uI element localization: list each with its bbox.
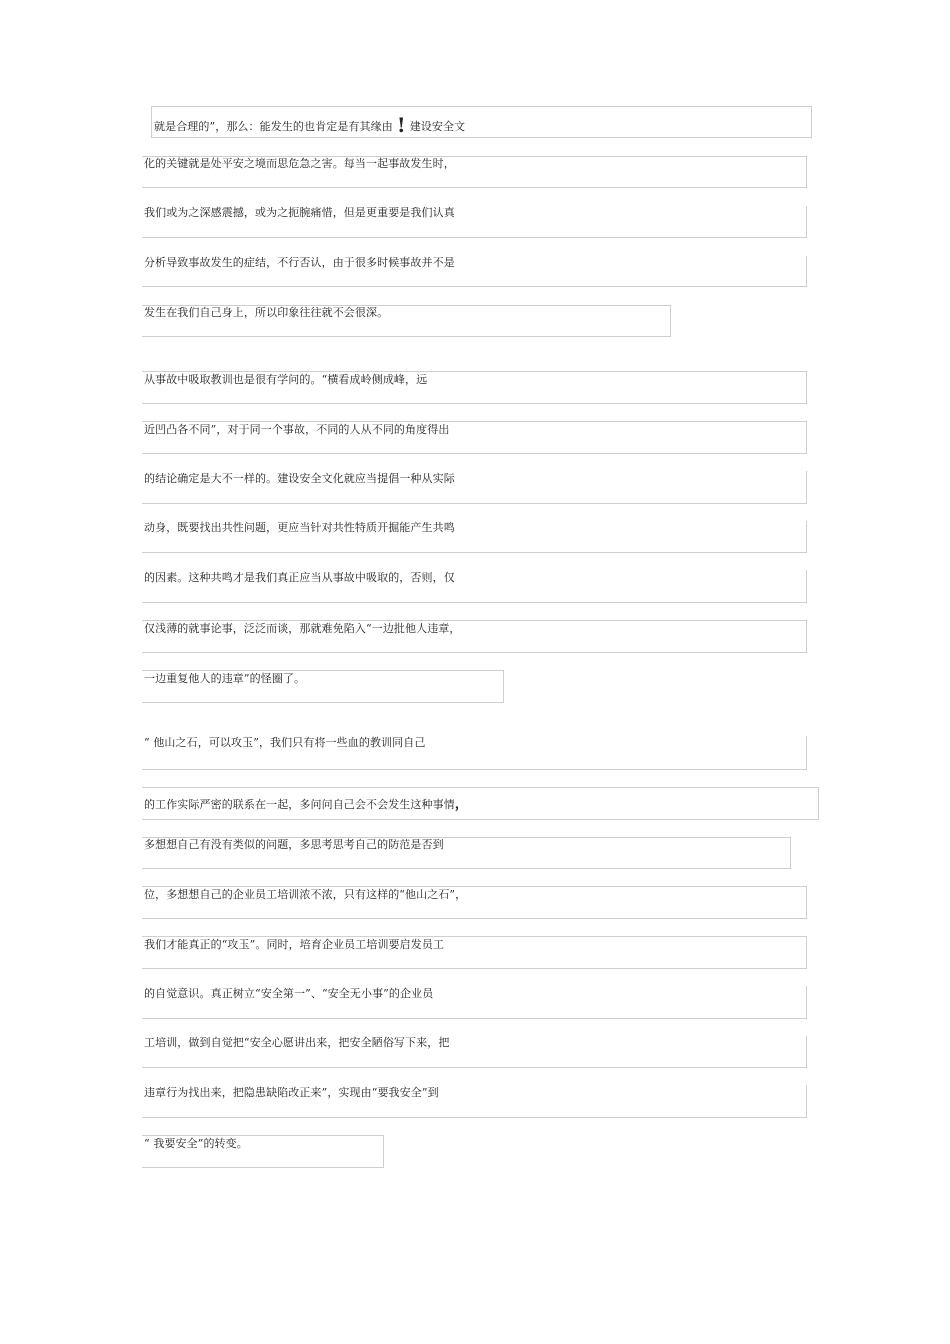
text-line-20 <box>142 1085 807 1118</box>
text-line-19 <box>142 1036 807 1068</box>
line-text: 近凹凸各不同”，对于同一个事故，不同的人从不同的角度得出 <box>144 423 450 436</box>
text-line-16 <box>142 886 807 919</box>
line-text: “ 我要安全”的转变。 <box>144 1137 248 1150</box>
line-text: 化的关键就是处平安之境而思危急之害。每当一起事故发生时， <box>144 157 455 170</box>
line-text: 一边重复他人的违章”的怪圈了。 <box>144 672 306 685</box>
text-line-18 <box>142 986 807 1019</box>
text-line-13 <box>142 736 807 770</box>
line-text-part: 的工作实际严密的联系在一起，多问问自己会不会发生这种事情 <box>144 798 455 811</box>
line-text-part: 就是合理的”，那么：能发生的也肯定是有其缘由 <box>154 120 393 133</box>
text-line-21 <box>142 1135 384 1168</box>
exclamation-mark: ! <box>396 113 406 137</box>
line-text: 的因素。这种共鸣才是我们真正应当从事故中吸取的，否则，仅 <box>144 571 455 584</box>
line-text: 分析导致事故发生的症结，不行否认，由于很多时候事故并不是 <box>144 256 455 269</box>
text-line-14 <box>142 787 819 820</box>
line-text: 的结论确定是大不一样的。建设安全文化就应当提倡一种从实际 <box>144 472 455 485</box>
line-text: 违章行为找出来，把隐患缺陷改正来”，实现由“要我安全”到 <box>144 1086 439 1099</box>
text-line-8 <box>142 471 807 504</box>
line-text: 仅浅薄的就事论事，泛泛而谈，那就难免陷入“一边批他人违章， <box>144 622 461 635</box>
text-line-4 <box>142 256 807 287</box>
line-text: 工培训，做到自觉把“安全心愿讲出来，把安全陋俗写下来，把 <box>144 1036 450 1049</box>
line-text: 发生在我们自己身上，所以印象往往就不会很深。 <box>144 306 389 319</box>
text-line-9 <box>142 521 807 553</box>
text-line-15 <box>142 837 791 869</box>
text-line-6 <box>142 371 807 404</box>
line-text: 位，多想想自己的企业员工培训浓不浓，只有这样的“他山之石”， <box>144 888 467 901</box>
line-text-part: 建设安全文 <box>409 120 466 133</box>
line-text: “ 他山之石，可以攻玉”，我们只有将一些血的教训同自己 <box>144 736 426 749</box>
text-line-17 <box>142 936 807 969</box>
line-text: 我们才能真正的“攻玉”。同时，培育企业员工培训要启发员工 <box>144 938 445 951</box>
text-line-10 <box>142 570 807 603</box>
text-line-5 <box>142 305 671 337</box>
line-text <box>154 113 466 137</box>
text-line-1 <box>151 106 812 138</box>
bold-comma: ， <box>454 797 468 812</box>
line-text: 的自觉意识。真正树立“安全第一”、“安全无小事”的企业员 <box>144 987 434 1000</box>
line-text: 多想想自己有没有类似的问题，多思考思考自己的防范是否到 <box>144 838 444 851</box>
line-text: 动身，既要找出共性问题，更应当针对共性特质开掘能产生共鸣 <box>144 521 455 534</box>
text-line-11 <box>142 620 807 653</box>
text-line-2 <box>142 156 807 188</box>
line-text <box>144 798 468 812</box>
text-line-12 <box>142 670 504 703</box>
line-text: 我们或为之深感震撼，或为之扼腕痛惜，但是更重要是我们认真 <box>144 206 455 219</box>
line-text: 从事故中吸取教训也是很有学问的。“横看成岭侧成峰，远 <box>144 373 428 386</box>
text-line-7 <box>142 421 807 454</box>
text-line-3 <box>142 206 807 238</box>
